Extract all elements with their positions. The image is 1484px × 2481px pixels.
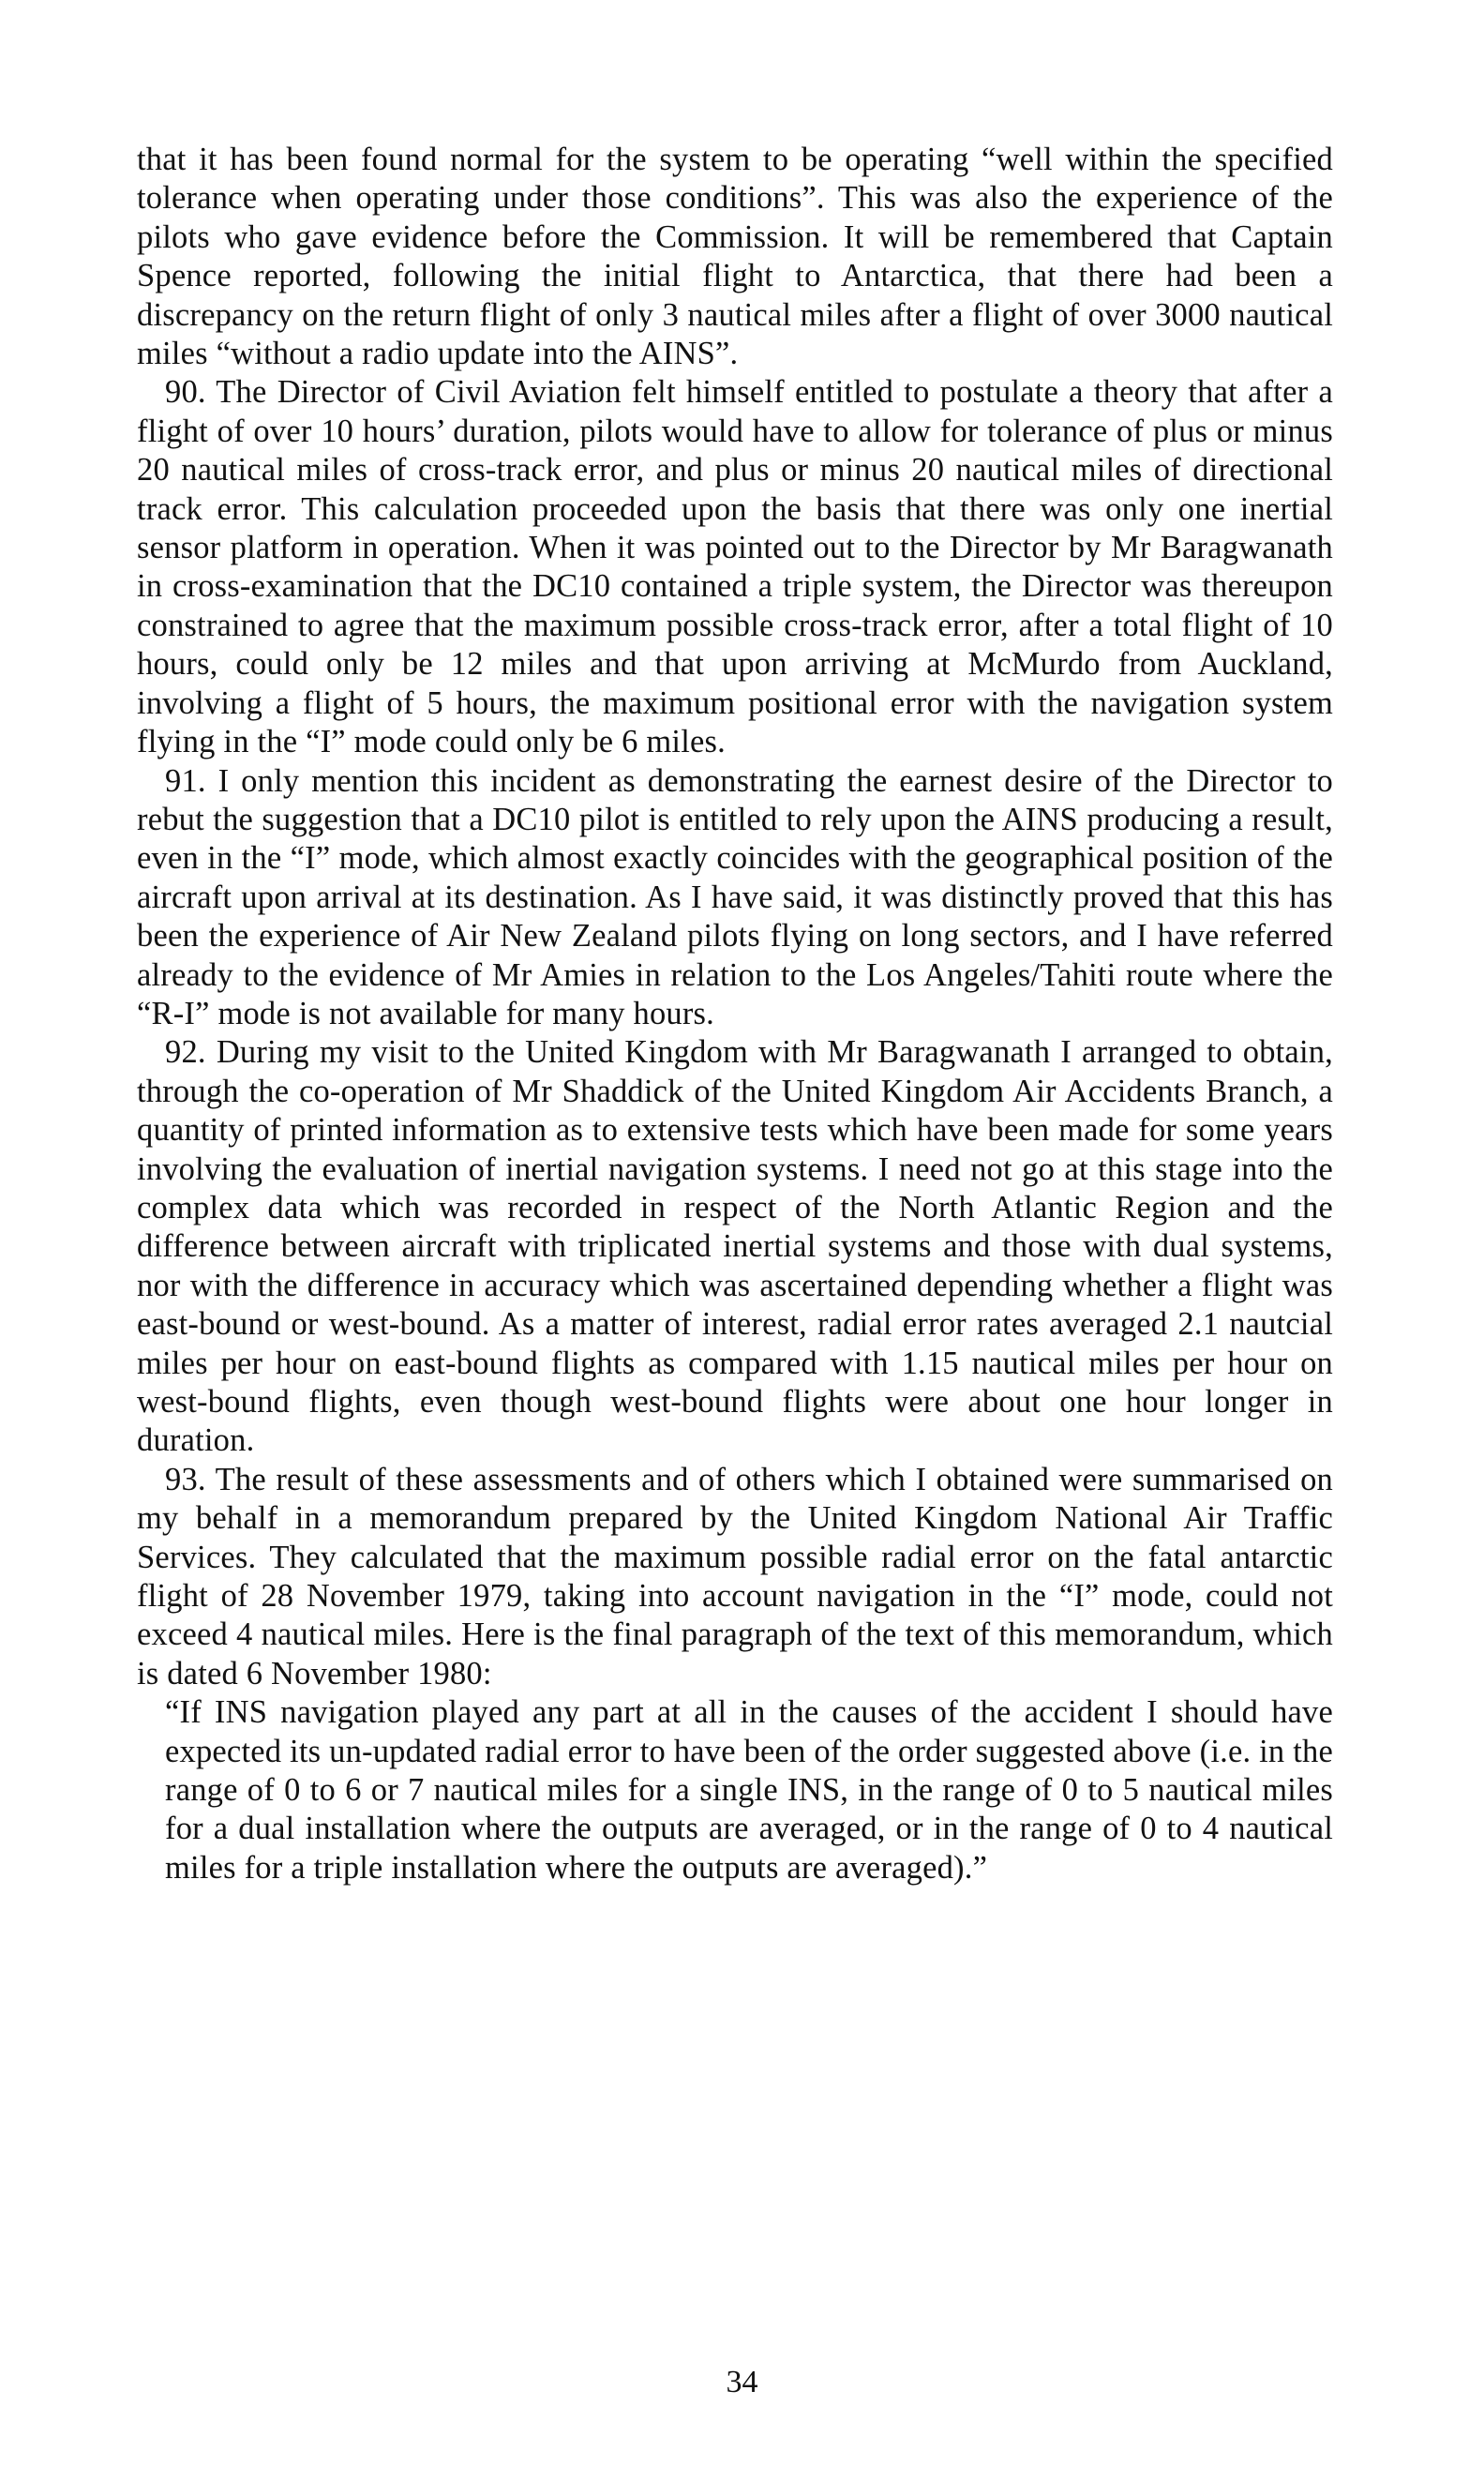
paragraph-continuation: that it has been found normal for the system to be operating “well within the specified tolerance when operating under those conditions”. This was also the experience of the pilots who gave evidence before the Commission. It will be remembered that Captain Spence reported, following the initial flight to Antarctica, that there had been a discrepancy on the return flight of only 3 nautical miles after a flight of over 3000 nautical miles “without a radio update into the AINS”. [137,142,1333,372]
paragraph-90: 90. The Director of Civil Aviation felt himself entitled to postulate a theory that after a flight of over 10 hours’ duration, pilots would have to allow for tolerance of plus or minus 20 nautical miles of cross-track error, and plus or minus 20 nautical miles of directional track error. This calculation proceeded upon the basis that there was only one inertial sensor platform in operation. When it was pointed out to the Director by Mr Baragwanath in cross-examination that the DC10 contained a triple system, the Director was thereupon constrained to agree that the maximum possible cross-track error, after a total flight of 10 hours, could only be 12 miles and that upon arriving at McMurdo from Auckland, involving a flight of 5 hours, the maximum positional error with the navigation system flying in the “I” mode could only be 6 miles. [137,374,1333,760]
paragraph-93: 93. The result of these assessments and of others which I obtained were summarised on my behalf in a memorandum prepared by the United Kingdom National Air Traffic Services. They calculated that the maximum possible radial error on the fatal antarctic flight of 28 November 1979, taking into account navigation in the “I” mode, could not exceed 4 nautical miles. Here is the final paragraph of the text of this memorandum, which is dated 6 November 1980: [137,1461,1333,1692]
document-page [137,141,1333,1887]
paragraph-92: 92. During my visit to the United Kingdom with Mr Baragwanath I arranged to obtain, through the co-operation of Mr Shaddick of the United Kingdom Air Accidents Branch, a quantity of printed information as to extensive tests which have been made for some years involving the evaluation of inertial navigation systems. I need not go at this stage into the complex data which was recorded in respect of the North Atlantic Region and the difference between aircraft with triplicated inertial systems and those with dual systems, nor with the difference in accuracy which was ascertained depending whether a flight was east-bound or west-bound. As a matter of interest, radial error rates averaged 2.1 nautcial miles per hour on east-bound flights as compared with 1.15 nautical miles per hour on west-bound flights, even though west-bound flights were about one hour longer in duration. [137,1034,1333,1459]
page-number: 34 [726,2365,758,2399]
block-quote: “If INS navigation played any part at all in the causes of the accident I should have expected its un-updated radial error to have been of the order suggested above (i.e. in the range of 0 to 6 or 7 nautical miles for a single INS, in the range of 0 to 5 nautical miles for a dual installation where the outputs are averaged, or in the range of 0 to 4 nautical miles for a triple installation where the outputs are averaged).” [165,1694,1333,1886]
paragraph-91: 91. I only mention this incident as demonstrating the earnest desire of the Director to rebut the suggestion that a DC10 pilot is entitled to rely upon the AINS producing a result, even in the “I” mode, which almost exactly coincides with the geographical position of the aircraft upon arrival at its destination. As I have said, it was distinctly proved that this has been the experience of Air New Zealand pilots flying on long sectors, and I have referred already to the evidence of Mr Amies in relation to the Los Angeles/Tahiti route where the “R-I” mode is not available for many hours. [137,762,1333,1031]
